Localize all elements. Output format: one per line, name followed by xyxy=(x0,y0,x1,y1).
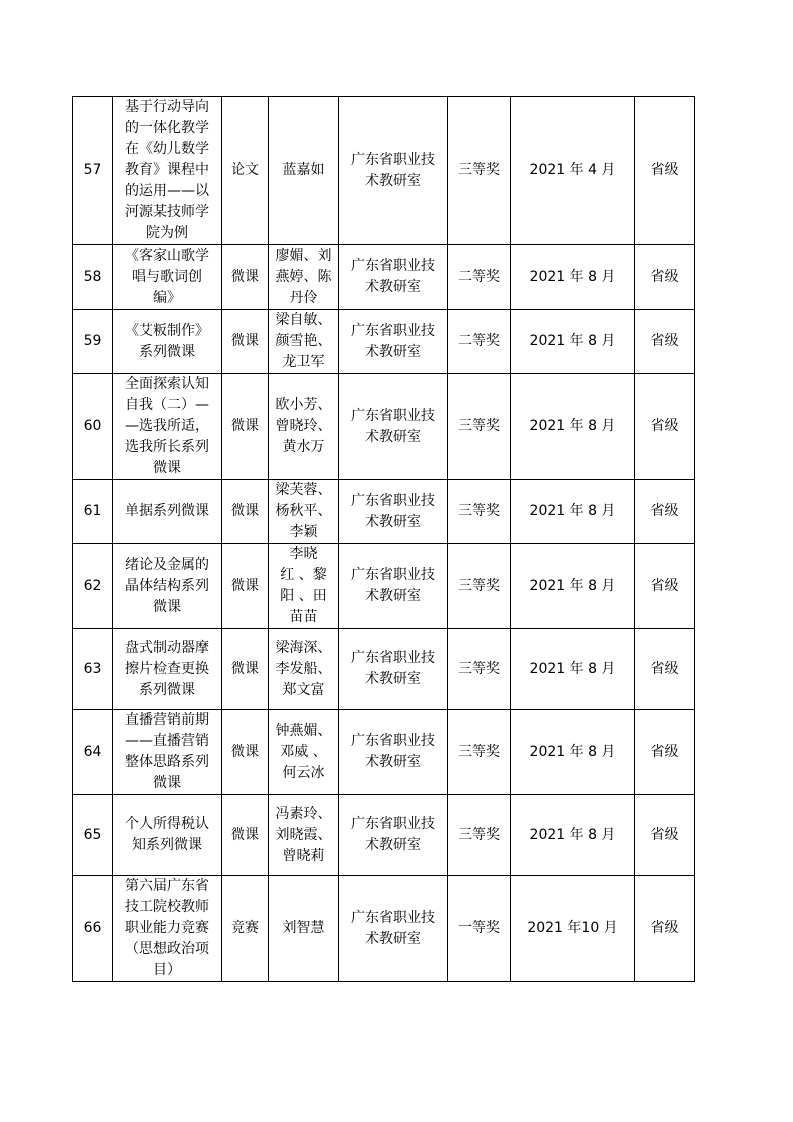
organizer-line: 术教研室 xyxy=(365,837,421,853)
award-level-line: 省级 xyxy=(650,418,679,434)
award-date xyxy=(511,710,635,795)
project-title-line: 《艾粄制作》 xyxy=(125,322,209,339)
organizer-line: 术教研室 xyxy=(365,671,421,687)
organizer-line: 术教研室 xyxy=(365,428,421,445)
award-grade-line: 三等奖 xyxy=(458,418,500,434)
organizer xyxy=(339,710,448,795)
organizer-line: 广东省职业技 xyxy=(351,151,435,168)
project-type xyxy=(222,629,269,710)
project-title-line: 基于行动导向 xyxy=(125,99,209,115)
award-date-line: 2021 年10 月 xyxy=(527,920,618,936)
organizer-line: 广东省职业技 xyxy=(351,567,435,583)
awards-table xyxy=(72,96,695,982)
authors xyxy=(269,245,339,310)
project-type-line: 竞赛 xyxy=(231,920,259,936)
authors-line: 曾晓玲、 xyxy=(275,418,332,434)
award-date-line: 2021 年 8 月 xyxy=(529,503,616,519)
authors-line: 梁自敏、 xyxy=(275,312,332,328)
row-number xyxy=(73,374,113,480)
authors xyxy=(269,795,339,876)
project-type xyxy=(222,795,269,876)
project-title-line: 整体思路系列 xyxy=(125,754,209,770)
project-title-line: 系列微课 xyxy=(139,343,195,360)
organizer xyxy=(339,795,448,876)
award-level xyxy=(635,374,695,480)
project-title-line: 擦片检查更换 xyxy=(125,660,209,677)
project-title-line: 单据系列微课 xyxy=(125,503,209,519)
table-row xyxy=(73,544,695,629)
award-level xyxy=(635,480,695,544)
project-type xyxy=(222,710,269,795)
project-title-line: 职业能力竞赛 xyxy=(125,920,209,936)
award-grade xyxy=(448,544,511,629)
authors-line: 燕婷、陈 xyxy=(275,268,332,285)
project-type-line: 微课 xyxy=(231,743,259,760)
table-row xyxy=(73,629,695,710)
authors-line: 李晓 xyxy=(289,546,318,562)
award-grade-line: 三等奖 xyxy=(458,577,500,594)
project-title-line: 系列微课 xyxy=(139,681,195,698)
organizer-line: 术教研室 xyxy=(365,279,421,295)
authors-line: 廖媚、刘 xyxy=(275,247,332,264)
row-number-line: 64 xyxy=(83,743,102,760)
row-number xyxy=(73,97,113,245)
award-level-line: 省级 xyxy=(650,920,679,936)
award-grade xyxy=(448,245,511,310)
project-title xyxy=(113,374,222,480)
award-date-line: 2021 年 8 月 xyxy=(529,660,616,677)
organizer-line: 广东省职业技 xyxy=(351,258,435,274)
row-number-line: 66 xyxy=(83,920,102,936)
project-title xyxy=(113,544,222,629)
authors-line: 颜雪艳、 xyxy=(275,333,332,349)
award-level xyxy=(635,629,695,710)
authors-line: 李发船、 xyxy=(275,660,332,677)
table-row xyxy=(73,480,695,544)
award-grade-line: 二等奖 xyxy=(458,268,500,285)
row-number xyxy=(73,480,113,544)
row-number xyxy=(73,710,113,795)
table-row xyxy=(73,710,695,795)
project-title xyxy=(113,710,222,795)
project-title-line: 技工院校教师 xyxy=(125,899,209,915)
authors-line: 龙卫军 xyxy=(282,354,325,370)
project-title-line: 选我所长系列 xyxy=(125,439,209,455)
project-title xyxy=(113,480,222,544)
organizer-line: 术教研室 xyxy=(365,588,421,604)
award-date-line: 2021 年 8 月 xyxy=(529,577,616,594)
authors xyxy=(269,629,339,710)
table-row xyxy=(73,876,695,982)
table-row xyxy=(73,374,695,480)
organizer-line: 术教研室 xyxy=(365,343,421,360)
award-date xyxy=(511,310,635,374)
authors-line: 冯素玲、 xyxy=(275,805,332,822)
award-date xyxy=(511,544,635,629)
row-number-line: 63 xyxy=(83,660,102,677)
award-level xyxy=(635,97,695,245)
project-title-line: 微课 xyxy=(153,598,181,615)
award-level-line: 省级 xyxy=(650,162,679,178)
project-title-line: 微课 xyxy=(153,460,181,476)
award-grade xyxy=(448,710,511,795)
award-level-line: 省级 xyxy=(650,743,679,760)
project-title xyxy=(113,876,222,982)
project-type-line: 论文 xyxy=(231,162,259,178)
project-title-line: 的运用——以 xyxy=(125,183,209,199)
row-number xyxy=(73,245,113,310)
row-number xyxy=(73,544,113,629)
award-date xyxy=(511,876,635,982)
table-row xyxy=(73,245,695,310)
project-type xyxy=(222,374,269,480)
authors-line: 红 、黎 xyxy=(280,567,327,583)
organizer-line: 广东省职业技 xyxy=(351,733,435,749)
row-number xyxy=(73,795,113,876)
project-title-line: ——直播营销 xyxy=(125,733,209,749)
project-title-line: 在《幼儿数学 xyxy=(125,141,209,157)
award-grade-line: 三等奖 xyxy=(458,826,500,843)
project-title-line: 盘式制动器摩 xyxy=(125,639,209,656)
project-type xyxy=(222,245,269,310)
award-grade-line: 三等奖 xyxy=(458,660,500,677)
authors-line: 杨秋平、 xyxy=(275,503,332,519)
organizer-line: 术教研室 xyxy=(365,513,421,530)
authors-line: 刘晓霞、 xyxy=(275,826,332,843)
project-title-line: 教育》课程中 xyxy=(125,162,209,178)
award-level xyxy=(635,710,695,795)
award-grade xyxy=(448,480,511,544)
organizer-line: 广东省职业技 xyxy=(351,492,435,509)
organizer-line: 术教研室 xyxy=(365,930,421,947)
project-type-line: 微课 xyxy=(231,503,259,519)
authors xyxy=(269,876,339,982)
authors-line: 欧小芳、 xyxy=(275,397,332,413)
row-number-line: 65 xyxy=(83,826,102,843)
award-level xyxy=(635,245,695,310)
award-date xyxy=(511,795,635,876)
award-grade xyxy=(448,629,511,710)
project-title-line: 直播营销前期 xyxy=(125,712,209,728)
project-type xyxy=(222,480,269,544)
authors-line: 梁海深、 xyxy=(275,639,332,656)
authors-line: 蓝嘉如 xyxy=(282,162,325,178)
row-number-line: 57 xyxy=(83,162,102,178)
project-title-line: （思想政治项 xyxy=(125,941,209,957)
row-number xyxy=(73,876,113,982)
row-number-line: 59 xyxy=(83,333,102,349)
authors-line: 苗苗 xyxy=(289,609,318,625)
award-date-line: 2021 年 8 月 xyxy=(529,743,616,760)
authors xyxy=(269,710,339,795)
project-type xyxy=(222,876,269,982)
organizer xyxy=(339,544,448,629)
award-date-line: 2021 年 4 月 xyxy=(529,162,616,178)
project-title-line: 院为例 xyxy=(146,225,188,241)
award-grade-line: 二等奖 xyxy=(458,333,500,349)
project-title-line: 的一体化教学 xyxy=(125,120,209,136)
project-type-line: 微课 xyxy=(231,577,259,594)
project-title xyxy=(113,629,222,710)
authors-line: 邓威 、 xyxy=(280,743,327,760)
project-title-line: 绪论及金属的 xyxy=(125,556,209,573)
project-title-line: 唱与歌词创 xyxy=(132,268,202,285)
project-title-line: 编》 xyxy=(153,289,181,306)
project-title xyxy=(113,97,222,245)
row-number-line: 58 xyxy=(83,268,102,285)
authors-line: 黄水万 xyxy=(282,439,325,455)
award-level xyxy=(635,876,695,982)
award-grade xyxy=(448,310,511,374)
authors-line: 梁芙蓉、 xyxy=(275,482,332,498)
organizer-line: 广东省职业技 xyxy=(351,909,435,926)
award-level xyxy=(635,310,695,374)
project-title-line: 微课 xyxy=(153,775,181,791)
organizer-line: 广东省职业技 xyxy=(351,816,435,832)
organizer xyxy=(339,245,448,310)
authors-line: 阳 、田 xyxy=(280,588,327,604)
project-type-line: 微课 xyxy=(231,268,259,285)
award-grade xyxy=(448,374,511,480)
award-level-line: 省级 xyxy=(650,826,679,843)
row-number-line: 61 xyxy=(83,503,102,519)
award-grade xyxy=(448,97,511,245)
project-title-line: 河源某技师学 xyxy=(125,204,209,220)
organizer-line: 术教研室 xyxy=(365,172,421,189)
award-date-line: 2021 年 8 月 xyxy=(529,418,616,434)
table-row xyxy=(73,97,695,245)
organizer-line: 广东省职业技 xyxy=(351,407,435,424)
authors-line: 刘智慧 xyxy=(282,920,325,936)
project-type xyxy=(222,97,269,245)
project-type-line: 微课 xyxy=(231,826,259,843)
authors xyxy=(269,97,339,245)
award-grade xyxy=(448,876,511,982)
award-grade-line: 一等奖 xyxy=(458,920,500,936)
project-title xyxy=(113,245,222,310)
organizer xyxy=(339,97,448,245)
award-level-line: 省级 xyxy=(650,577,679,594)
award-date xyxy=(511,480,635,544)
award-level-line: 省级 xyxy=(650,268,679,285)
award-grade-line: 三等奖 xyxy=(458,503,500,519)
project-title xyxy=(113,795,222,876)
project-title-line: —选我所适， xyxy=(125,418,209,434)
award-date-line: 2021 年 8 月 xyxy=(529,826,616,843)
award-level xyxy=(635,544,695,629)
row-number-line: 62 xyxy=(83,577,102,594)
project-title-line: 全面探索认知 xyxy=(125,376,209,392)
project-type xyxy=(222,310,269,374)
organizer-line: 术教研室 xyxy=(365,754,421,770)
project-title xyxy=(113,310,222,374)
organizer xyxy=(339,629,448,710)
award-grade-line: 三等奖 xyxy=(458,743,500,760)
award-level-line: 省级 xyxy=(650,333,679,349)
authors-line: 丹伶 xyxy=(289,289,318,306)
project-title-line: 《客家山歌学 xyxy=(125,247,209,264)
authors xyxy=(269,544,339,629)
authors-line: 李颖 xyxy=(289,524,318,540)
award-level-line: 省级 xyxy=(650,503,679,519)
authors-line: 钟燕媚、 xyxy=(275,722,332,739)
project-title-line: 个人所得税认 xyxy=(125,816,209,832)
table-row xyxy=(73,795,695,876)
project-title-line: 晶体结构系列 xyxy=(125,577,209,594)
award-date xyxy=(511,374,635,480)
organizer xyxy=(339,374,448,480)
award-level xyxy=(635,795,695,876)
award-grade-line: 三等奖 xyxy=(458,162,500,178)
row-number-line: 60 xyxy=(83,418,102,434)
organizer xyxy=(339,876,448,982)
project-title-line: 知系列微课 xyxy=(132,837,202,853)
row-number xyxy=(73,629,113,710)
organizer xyxy=(339,310,448,374)
project-type xyxy=(222,544,269,629)
award-date-line: 2021 年 8 月 xyxy=(529,268,616,285)
award-date xyxy=(511,97,635,245)
table-row xyxy=(73,310,695,374)
authors-line: 郑文富 xyxy=(282,681,325,698)
row-number xyxy=(73,310,113,374)
project-title-line: 目） xyxy=(153,962,181,978)
authors-line: 何云冰 xyxy=(282,764,325,781)
organizer-line: 广东省职业技 xyxy=(351,322,435,339)
organizer xyxy=(339,480,448,544)
project-title-line: 第六届广东省 xyxy=(125,878,209,894)
award-level-line: 省级 xyxy=(650,660,679,677)
award-date-line: 2021 年 8 月 xyxy=(529,333,616,349)
project-type-line: 微课 xyxy=(231,660,259,677)
award-grade xyxy=(448,795,511,876)
authors xyxy=(269,374,339,480)
award-date xyxy=(511,629,635,710)
authors xyxy=(269,310,339,374)
award-date xyxy=(511,245,635,310)
project-type-line: 微课 xyxy=(231,418,259,434)
project-title-line: 自我（二）— xyxy=(125,397,209,413)
project-type-line: 微课 xyxy=(231,333,259,349)
organizer-line: 广东省职业技 xyxy=(351,650,435,666)
awards-table-body xyxy=(73,97,695,982)
authors-line: 曾晓莉 xyxy=(282,847,325,864)
authors xyxy=(269,480,339,544)
